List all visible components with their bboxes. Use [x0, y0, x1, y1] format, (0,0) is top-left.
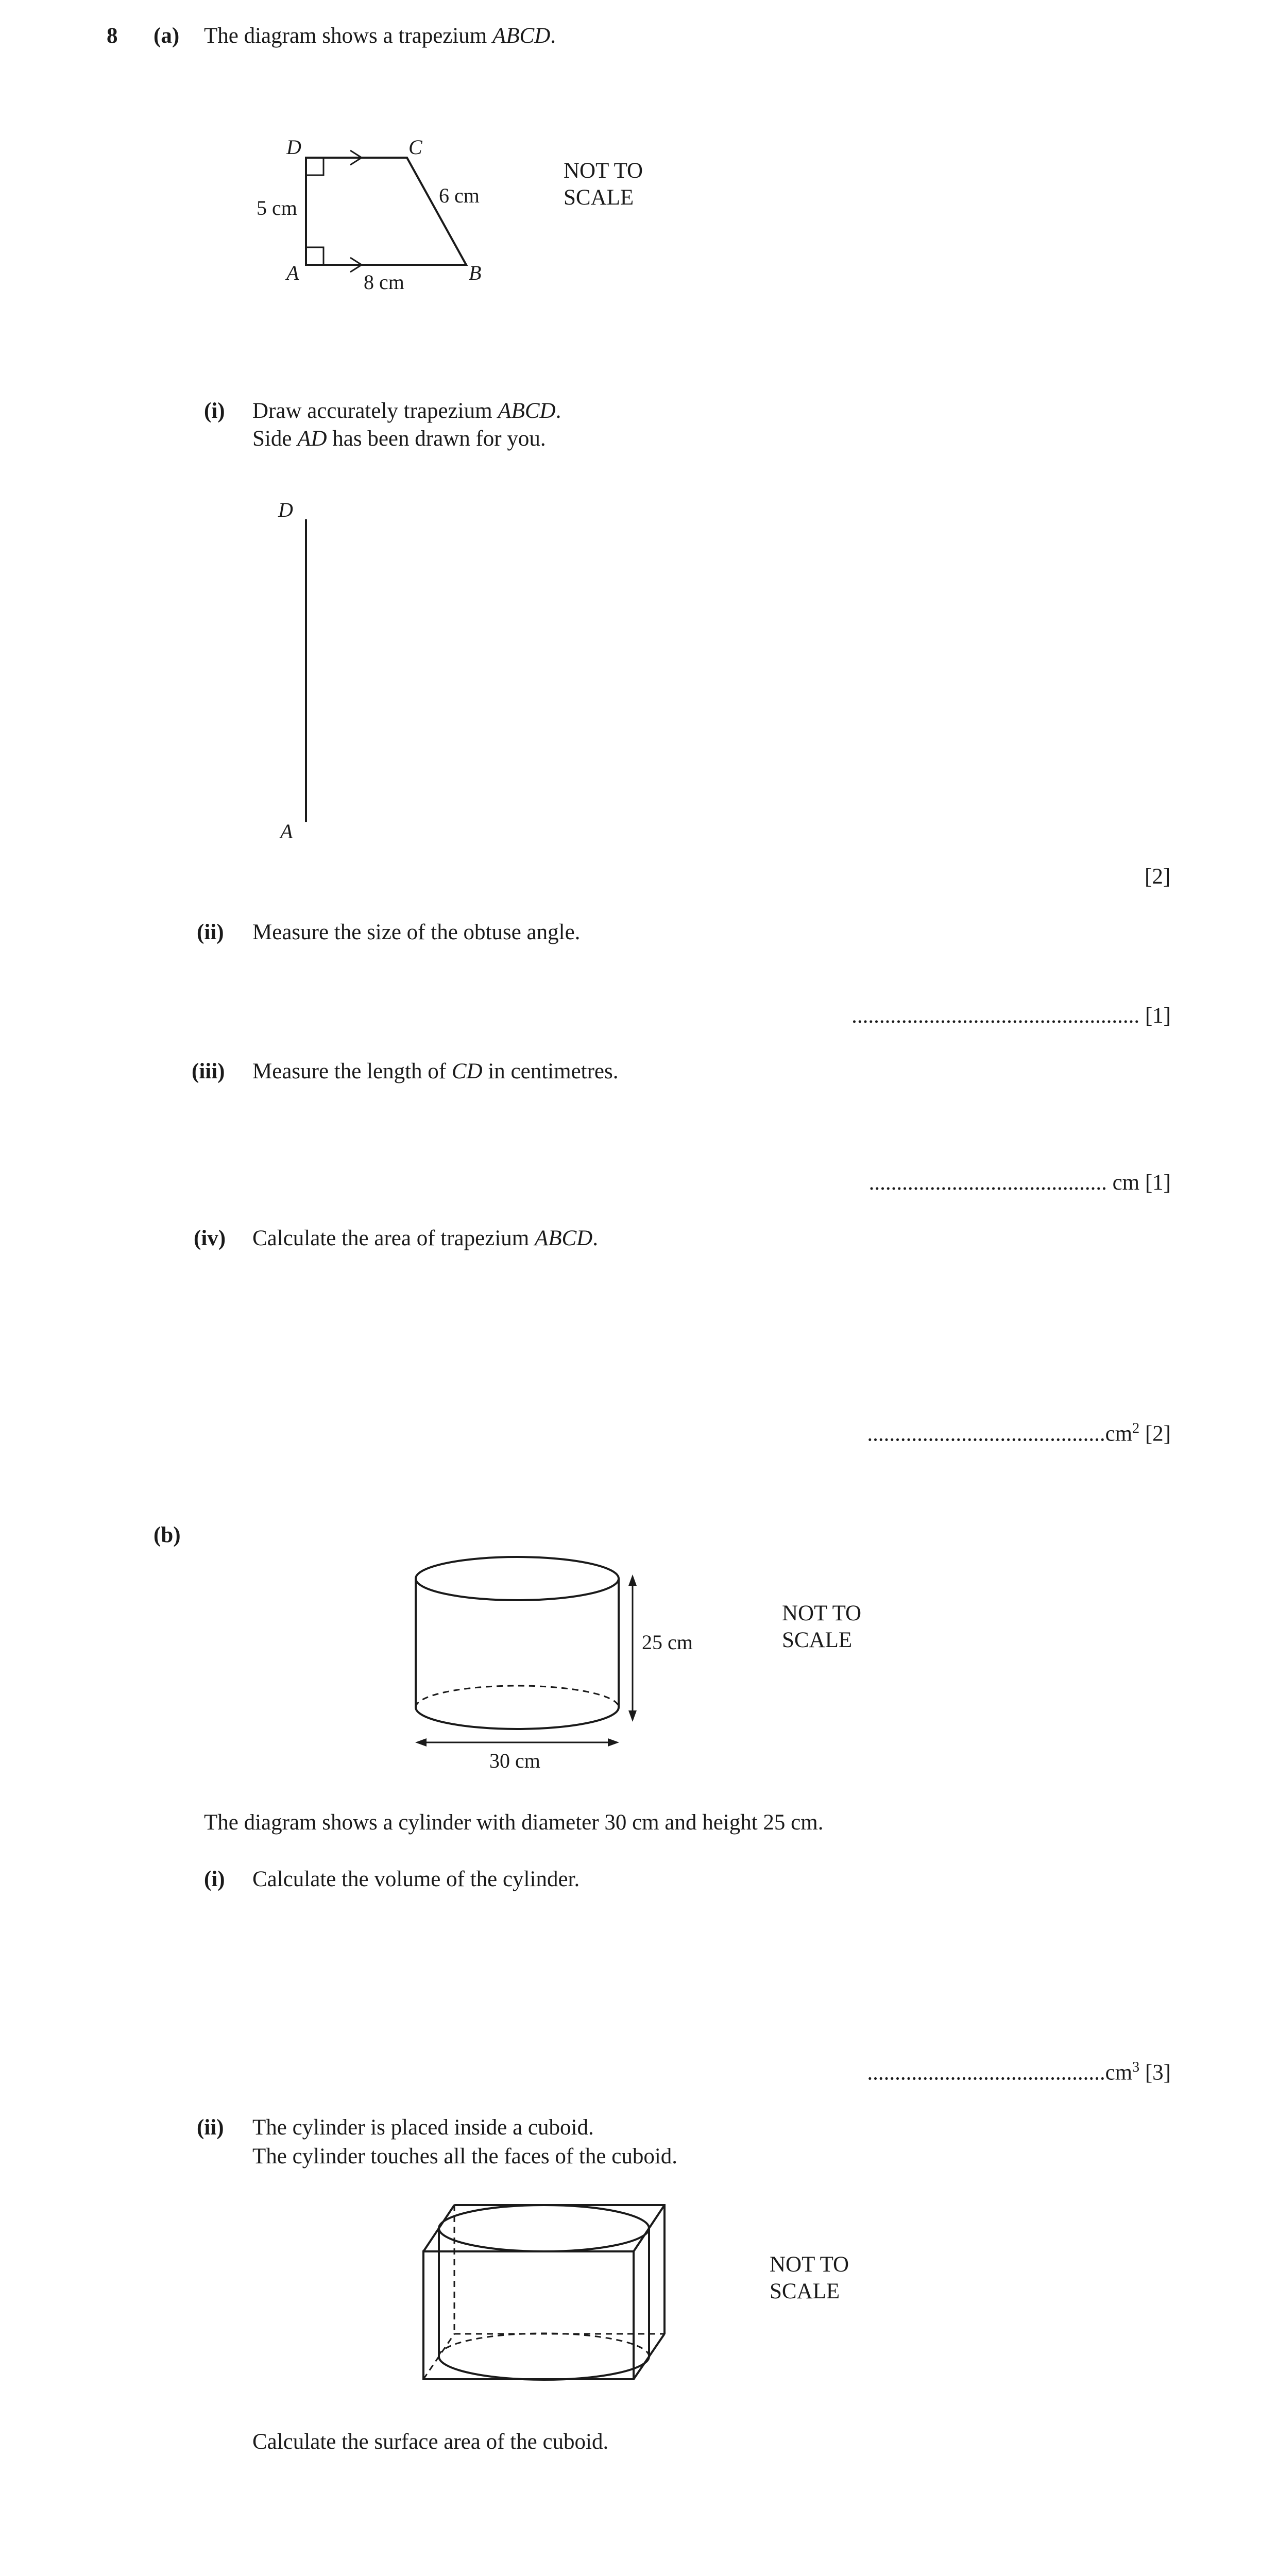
not-to-scale-3: NOT TO SCALE [770, 2252, 849, 2303]
b-sub-i-answer-line[interactable]: $...........................................cm^3$ [3] [867, 2059, 1171, 2085]
sub-ii-text: Measure the size of the obtuse angle. [252, 920, 581, 944]
sub-ii-label: (ii) [197, 920, 224, 944]
length-ad-label: 5 cm [257, 196, 297, 219]
point-d-label: D [278, 498, 293, 521]
length-bc-label: 6 cm [439, 184, 480, 207]
b-sub-ii-task: Calculate the surface area of the cuboid. [252, 2430, 609, 2454]
vertex-c-label: C [408, 135, 422, 159]
b-sub-ii-line1: The cylinder is placed inside a cuboid. [252, 2115, 594, 2140]
part-b-intro: The diagram shows a cylinder with diameter 30 cm and height 25 cm. [204, 1810, 824, 1835]
sub-iii-answer-line[interactable]: ........................................... cm [1] [868, 1171, 1171, 1195]
sub-iii-text: Measure the length of CD in centimetres. [252, 1059, 619, 1083]
cylinder-diameter-label: 30 cm [489, 1749, 540, 1772]
vertex-b-label: B [469, 261, 482, 284]
sub-i-text-line2: Side AD has been drawn for you. [252, 427, 546, 451]
part-a-intro: The diagram shows a trapezium ABCD. [204, 24, 556, 48]
cylinder-height-label: 25 cm [642, 1631, 693, 1654]
vertex-a-label: A [286, 261, 299, 284]
sub-i-marks: [2] [1145, 865, 1171, 889]
sub-iv-label: (iv) [194, 1226, 226, 1250]
part-b-label: (b) [154, 1523, 181, 1547]
length-ab-label: 8 cm [364, 270, 404, 294]
sub-i-label: (i) [204, 399, 225, 423]
not-to-scale-1: NOT TO SCALE [564, 159, 643, 210]
part-a-label: (a) [154, 24, 180, 48]
point-a-label: A [280, 820, 293, 843]
sub-iv-answer-line[interactable]: $...........................................cm^2$ [2] [867, 1420, 1171, 1446]
b-sub-i-label: (i) [204, 1867, 225, 1891]
sub-iv-text: Calculate the area of trapezium ABCD. [252, 1226, 598, 1250]
b-sub-ii-label: (ii) [197, 2115, 224, 2140]
b-sub-ii-line2: The cylinder touches all the faces of the cuboid. [252, 2144, 678, 2168]
sub-i-text-line1: Draw accurately trapezium ABCD. [252, 399, 561, 423]
sub-ii-answer-line[interactable]: .................................................... [1] [851, 1004, 1171, 1028]
question-number: 8 [107, 24, 118, 48]
b-sub-i-text: Calculate the volume of the cylinder. [252, 1867, 580, 1891]
sub-iii-label: (iii) [192, 1059, 225, 1083]
vertex-d-label: D [286, 135, 301, 159]
not-to-scale-2: NOT TO SCALE [782, 1601, 862, 1652]
